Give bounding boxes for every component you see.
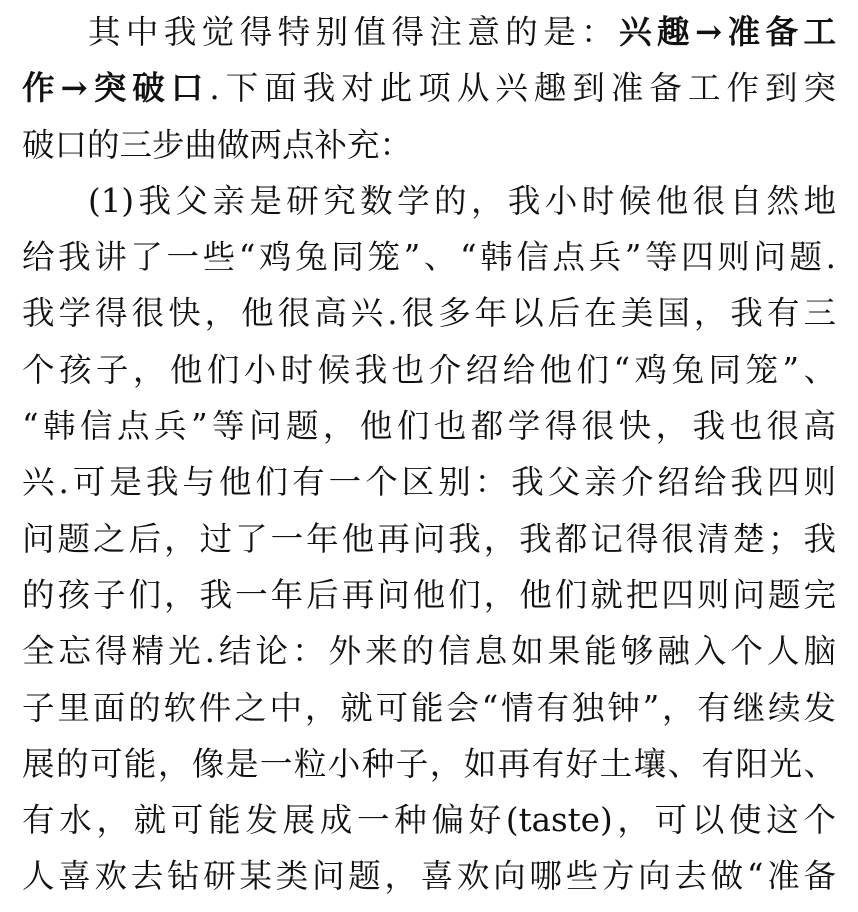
text-line: 全忘得精光.结论：外来的信息如果能够融入个人脑 [22,632,836,671]
text-line: 我学得很快，他很高兴.很多年以后在美国，我有三 [22,294,836,333]
text-line: 问题之后，过了一年他再问我，我都记得很清楚；我 [22,519,836,558]
text-line: “韩信点兵”等问题，他们也都学得很快，我也很高 [22,407,836,446]
text-line: 个孩子，他们小时候我也介绍给他们“鸡兔同笼”、 [22,350,836,389]
text-line: 有水，就可能发展成一种偏好(taste)，可以使这个 [22,801,836,840]
text-span: 其中我觉得特别值得注意的是： [88,13,620,51]
text-line: (1)我父亲是研究数学的，我小时候他很自然地 [88,181,836,220]
text-line: 人喜欢去钻研某类问题，喜欢向哪些方向去做“准备 [22,857,836,896]
text-line: 破口的三步曲做两点补充： [22,125,413,164]
document-page [22,4,836,905]
text-line: 给我讲了一些“鸡兔同笼”、“韩信点兵”等四则问题. [22,238,836,277]
text-span: .下面我对此项从兴趣到准备工作到突 [209,69,836,108]
emphasis-text: 作→突破口 [22,68,210,108]
text-line: 子里面的软件之中，就可能会“情有独钟”，有继续发 [22,688,836,727]
text-line: 的孩子们，我一年后再问他们，他们就把四则问题完 [22,575,836,614]
text-line [22,4,836,60]
emphasis-text: 兴趣→准备工 [619,12,836,51]
text-line: 兴.可是我与他们有一个区别：我父亲介绍给我四则 [22,463,836,502]
text-line [22,60,836,116]
text-line: 展的可能，像是一粒小种子，如再有好土壤、有阳光、 [22,744,836,783]
